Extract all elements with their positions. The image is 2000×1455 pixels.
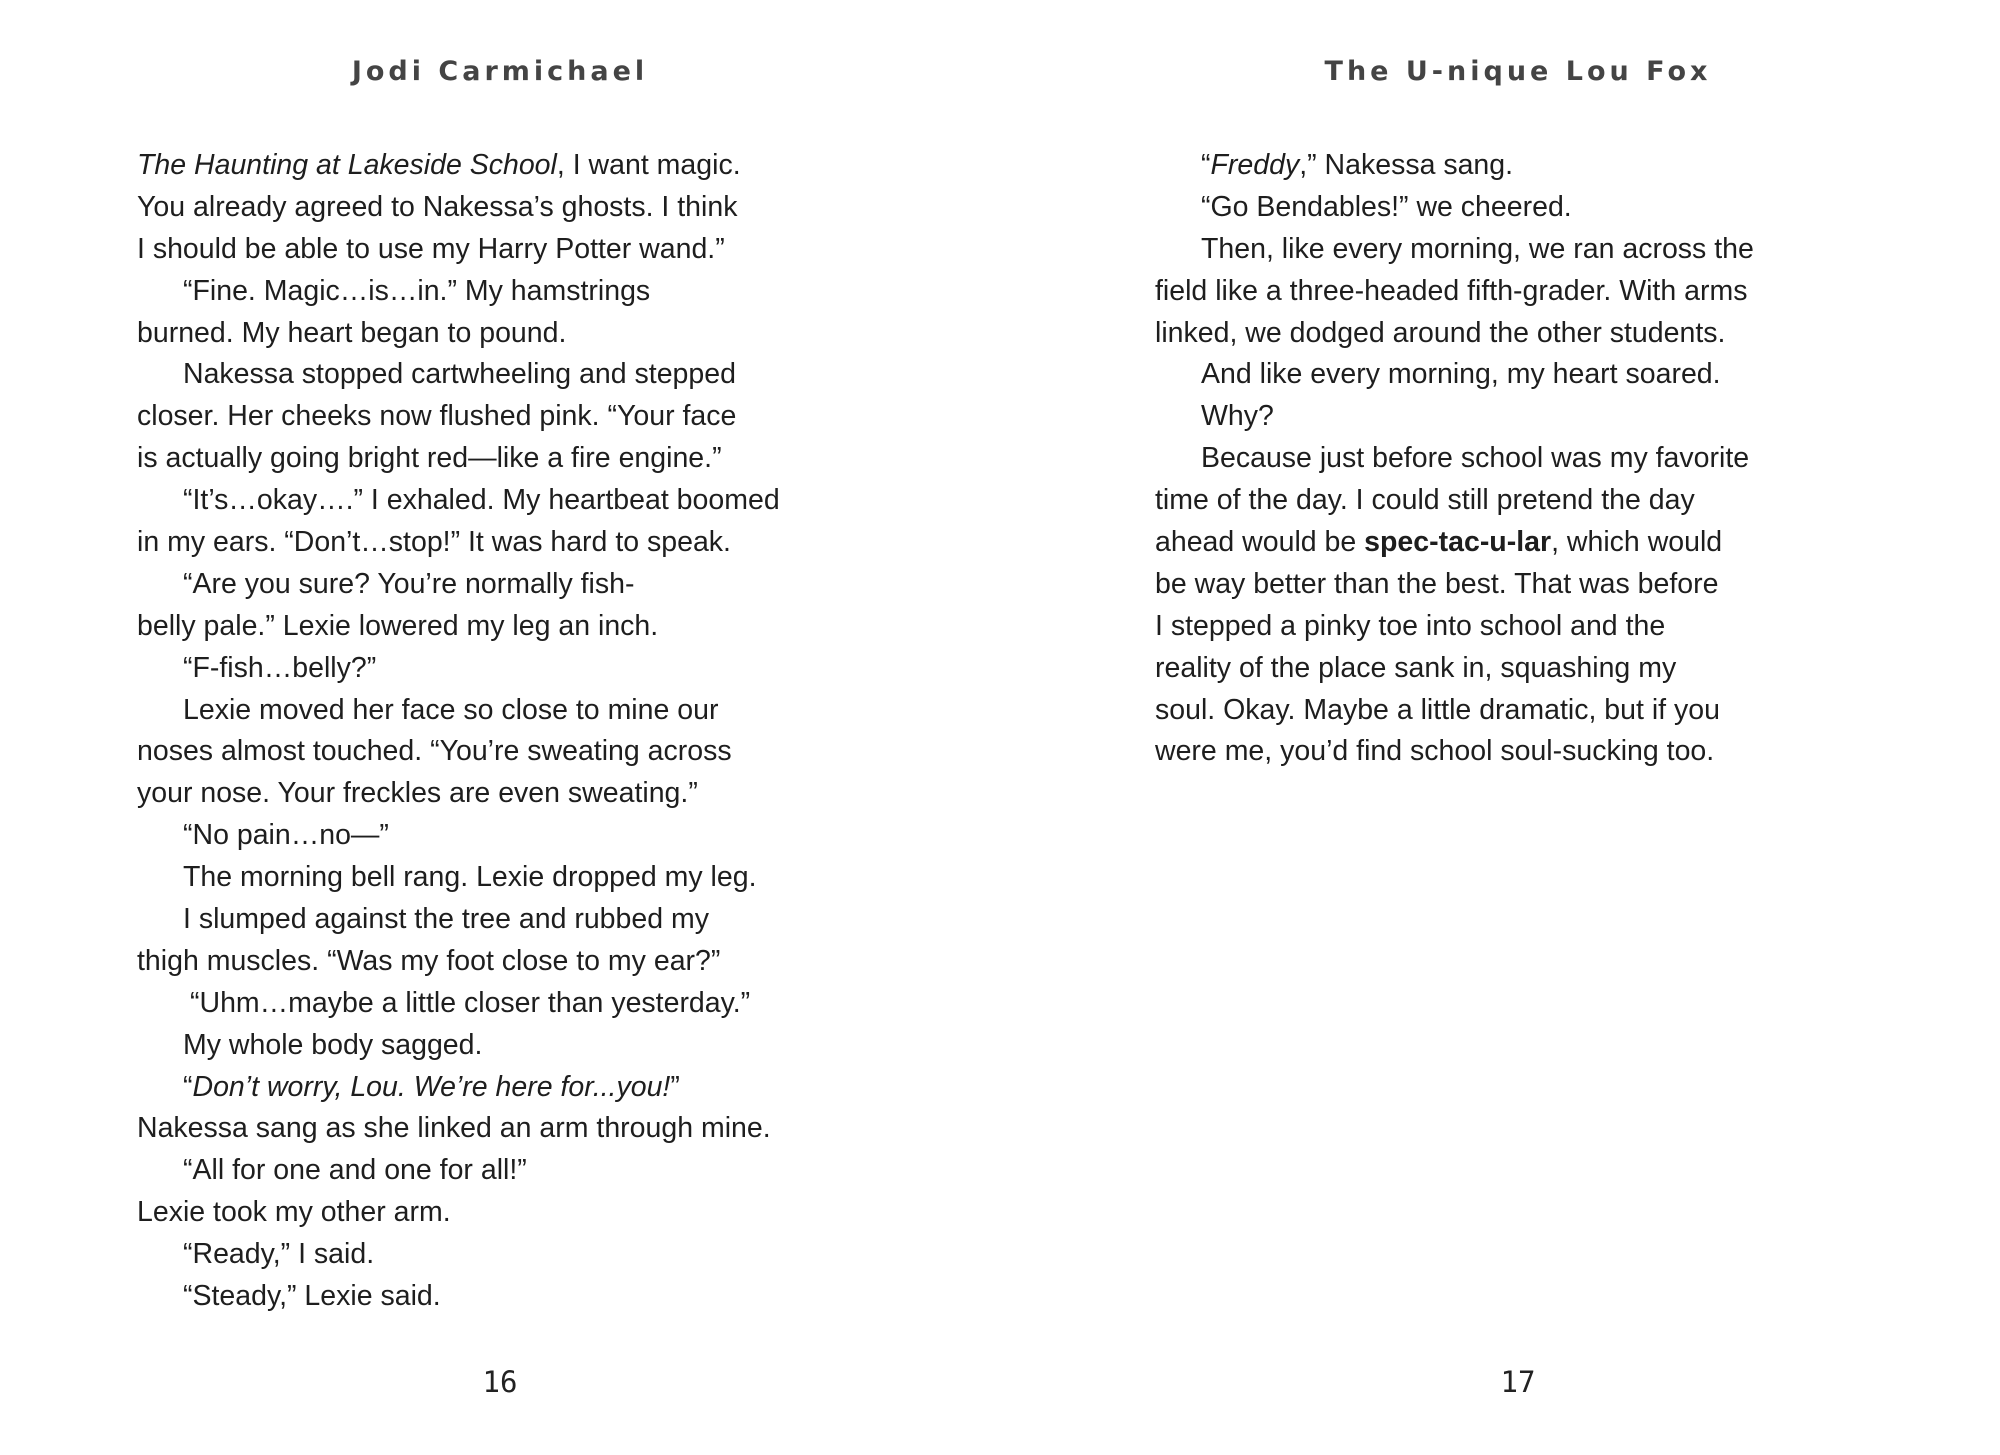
italic-text: Freddy — [1210, 149, 1300, 181]
text-segment: linked, we dodged around the other students. — [1155, 316, 1726, 349]
text-line — [137, 438, 877, 480]
text-line — [137, 1067, 877, 1109]
text-segment: And like every morning, my heart soared. — [1201, 358, 1721, 391]
text-segment: ,” Nakessa sang. — [1299, 149, 1514, 181]
text-segment: Because just before school was my favorite — [1201, 442, 1750, 475]
text-segment: “All for one and one for all!” — [183, 1154, 527, 1187]
text-line — [137, 313, 877, 355]
text-segment: “ — [183, 1070, 193, 1103]
text-segment: Nakessa sang as she linked an arm through mine. — [137, 1112, 771, 1145]
text-segment: ” — [670, 1070, 680, 1103]
text-line — [137, 1276, 877, 1318]
text-line — [137, 773, 877, 815]
text-segment: You already agreed to Nakessa’s ghosts. I think — [137, 190, 738, 223]
text-segment: is actually going bright red—like a fire engine.” — [137, 442, 722, 475]
text-segment: field like a three-headed fifth-grader. With arms — [1155, 274, 1748, 307]
text-line — [137, 522, 877, 564]
text-line — [1155, 354, 1895, 396]
text-segment: reality of the place sank in, squashing my — [1155, 651, 1677, 684]
text-segment: were me, you’d find school soul-sucking too. — [1155, 735, 1715, 768]
text-line — [137, 815, 877, 857]
text-segment: “Fine. Magic…is…in.” My hamstrings — [183, 274, 651, 307]
text-line — [137, 396, 877, 438]
text-line — [1155, 438, 1895, 480]
text-segment: Why? — [1201, 400, 1274, 433]
text-segment: “ — [1201, 149, 1211, 181]
text-segment: soul. Okay. Maybe a little dramatic, but if you — [1155, 693, 1720, 726]
text-line — [1155, 271, 1895, 313]
running-head-title: The U-nique Lou Fox — [1324, 56, 1712, 87]
text-line — [137, 187, 877, 229]
text-segment: “Ready,” I said. — [183, 1238, 375, 1271]
text-line — [1155, 187, 1895, 229]
text-segment: your nose. Your freckles are even sweating.” — [137, 777, 698, 810]
text-line — [137, 983, 877, 1025]
right-page — [1000, 0, 2000, 1455]
page-body — [1155, 145, 1895, 773]
text-segment: “Steady,” Lexie said. — [183, 1280, 441, 1313]
text-segment: ahead would be — [1155, 526, 1365, 559]
text-line — [1155, 396, 1895, 438]
text-segment: “F-fish…belly?” — [183, 651, 377, 684]
text-segment: noses almost touched. “You’re sweating across — [137, 735, 732, 768]
text-line — [137, 941, 877, 983]
text-segment: I stepped a pinky toe into school and the — [1155, 609, 1666, 642]
text-line — [137, 229, 877, 271]
text-line — [137, 857, 877, 899]
text-line — [137, 731, 877, 773]
text-line — [1155, 648, 1895, 690]
text-line — [1155, 564, 1895, 606]
text-segment: “Uhm…maybe a little closer than yesterday.” — [190, 986, 751, 1019]
text-line — [137, 606, 877, 648]
text-line — [137, 1025, 877, 1067]
text-segment: “Go Bendables!” we cheered. — [1201, 190, 1572, 223]
page-body — [137, 145, 877, 1318]
text-line — [137, 899, 877, 941]
text-line — [137, 145, 877, 187]
text-segment: Lexie moved her face so close to mine our — [183, 693, 719, 726]
text-line — [137, 271, 877, 313]
page-number: 16 — [482, 1365, 518, 1399]
page-number: 17 — [1500, 1365, 1536, 1399]
text-segment: Then, like every morning, we ran across the — [1201, 232, 1754, 265]
text-line — [1155, 606, 1895, 648]
italic-text: Don’t worry, Lou. We’re here for...you! — [192, 1070, 671, 1103]
text-segment: I slumped against the tree and rubbed my — [183, 903, 709, 936]
text-segment: “It’s…okay….” I exhaled. My heartbeat boomed — [183, 484, 780, 517]
text-line — [137, 480, 877, 522]
text-segment: in my ears. “Don’t…stop!” It was hard to speak. — [137, 526, 731, 559]
italic-text: The Haunting at Lakeside School — [137, 149, 557, 181]
text-line — [137, 1192, 877, 1234]
text-segment: “Are you sure? You’re normally fish- — [183, 567, 635, 600]
text-segment: time of the day. I could still pretend the day — [1155, 484, 1695, 517]
text-line — [1155, 313, 1895, 355]
text-segment: , I want magic. — [556, 149, 741, 181]
text-segment: The morning bell rang. Lexie dropped my leg. — [183, 861, 757, 894]
running-head-author: Jodi Carmichael — [351, 56, 649, 87]
text-segment: Lexie took my other arm. — [137, 1196, 451, 1229]
text-segment: , which would — [1551, 526, 1723, 559]
text-line — [137, 690, 877, 732]
text-segment: Nakessa stopped cartwheeling and stepped — [183, 358, 736, 391]
text-line — [137, 1234, 877, 1276]
text-line — [1155, 229, 1895, 271]
text-line — [137, 1150, 877, 1192]
text-line — [1155, 145, 1895, 187]
text-segment: be way better than the best. That was before — [1155, 567, 1719, 600]
text-line — [1155, 690, 1895, 732]
text-line — [137, 564, 877, 606]
text-line — [137, 648, 877, 690]
text-segment: burned. My heart began to pound. — [137, 316, 567, 349]
text-segment: belly pale.” Lexie lowered my leg an inch. — [137, 609, 659, 642]
text-segment: closer. Her cheeks now flushed pink. “Your face — [137, 400, 737, 433]
bold-text: spec-tac-u-lar — [1364, 526, 1552, 559]
text-line — [137, 354, 877, 396]
text-segment: I should be able to use my Harry Potter wand.” — [137, 232, 725, 265]
text-line — [1155, 480, 1895, 522]
text-line — [1155, 731, 1895, 773]
text-line — [137, 1108, 877, 1150]
text-segment: My whole body sagged. — [183, 1028, 483, 1061]
text-segment: “No pain…no—” — [183, 819, 389, 852]
text-segment: thigh muscles. “Was my foot close to my ear?” — [137, 944, 721, 977]
text-line — [1155, 522, 1895, 564]
